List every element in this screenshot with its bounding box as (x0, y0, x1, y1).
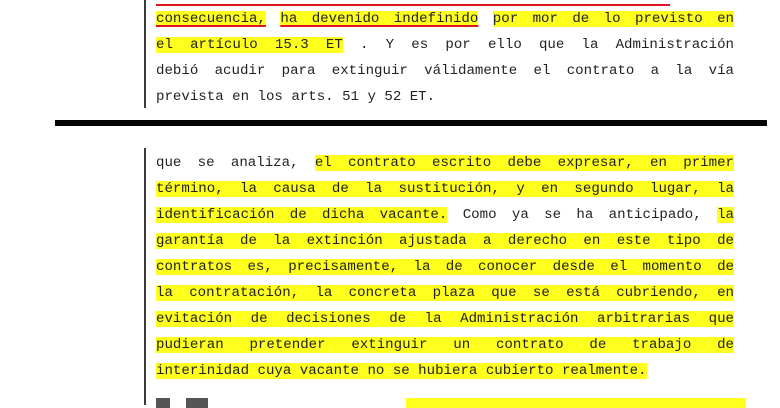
highlighted-text: el contrato escrito debe expresar, en primer (314, 155, 735, 171)
text-line (156, 332, 734, 358)
text-run: Como ya se ha anticipado, (447, 207, 718, 223)
top-paragraph (156, 6, 734, 110)
highlighted-text: la (717, 207, 734, 223)
left-margin-rule (144, 0, 146, 108)
text-run (478, 11, 492, 27)
text-line (156, 58, 734, 84)
highlighted-text: pudieran pretender extinguir un contrato de trabajo de (156, 337, 734, 353)
highlighted-text: identificación de dicha vacante. (156, 207, 448, 223)
text-line (156, 358, 734, 384)
text-line (156, 32, 734, 58)
bottom-paragraph (156, 150, 734, 384)
highlighted-text: contratos es, precisamente, la de conocer desde el momento de (156, 259, 734, 275)
highlighted-text: término, la causa de la sustitución, y en segundo lugar, la (156, 181, 734, 197)
highlighted-text: por mor de lo previsto en (492, 11, 734, 27)
bottom-excerpt (144, 148, 744, 405)
cropped-next-line (156, 398, 756, 408)
text-line (156, 6, 734, 32)
text-run: debió acudir para extinguir válidamente el contrato a la vía (156, 63, 734, 79)
text-line (156, 280, 734, 306)
text-line (156, 306, 734, 332)
text-line (156, 228, 734, 254)
highlighted-text: garantía de la extinción ajustada a derecho en este tipo de (156, 233, 734, 249)
left-margin-rule (144, 148, 146, 405)
text-line (156, 84, 734, 110)
text-run: prevista en los arts. 51 y 52 ET. (156, 89, 436, 105)
text-line (156, 176, 734, 202)
section-divider (55, 120, 767, 126)
text-line (156, 202, 734, 228)
text-line (156, 254, 734, 280)
highlighted-text: ha devenido indefinido (280, 11, 479, 27)
highlighted-text: consecuencia, (156, 11, 266, 27)
text-line (156, 150, 734, 176)
top-excerpt (144, 0, 744, 108)
highlighted-text: interinidad cuya vacante no se hubiera cubierto realmente. (156, 363, 647, 379)
highlighted-text: evitación de decisiones de la Administración arbitrarias que (156, 311, 734, 327)
text-run: que se analiza, (156, 155, 315, 171)
highlighted-text: el artículo 15.3 ET (156, 37, 343, 53)
text-run (266, 11, 280, 27)
highlighted-text: la contratación, la concreta plaza que se está cubriendo, en (156, 285, 734, 301)
text-run: . Y es por ello que la Administración (342, 37, 734, 53)
